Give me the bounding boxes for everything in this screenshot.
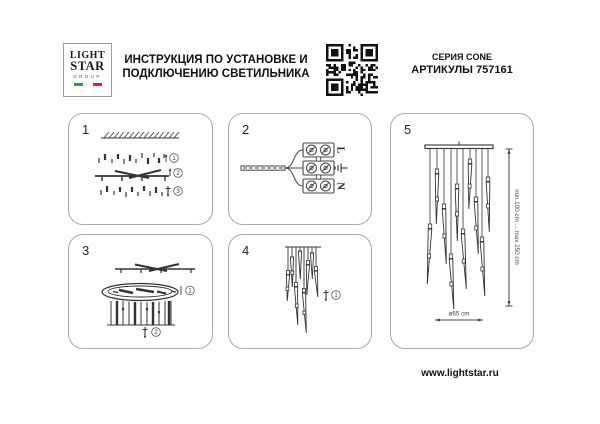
lightstar-logo: [63, 43, 112, 97]
anchors-row1-thin: [99, 153, 164, 164]
panel-number-5: 5: [404, 122, 412, 137]
block-hole-top: [316, 157, 321, 162]
page-title: [110, 54, 322, 81]
rod-tops-thick: [117, 301, 169, 325]
diameter-label: ø65 cm: [448, 310, 470, 318]
website-link: www.lightstar.ru: [421, 368, 499, 379]
flag-red-bar: [93, 83, 102, 86]
logo-text-light: LIGHT: [69, 50, 106, 61]
logo-text-group: GROUP: [73, 74, 102, 79]
step-marker-3: [174, 187, 183, 196]
block-hole-bottom: [316, 175, 321, 180]
screw-icon: [143, 327, 148, 337]
pendant-cables: [430, 149, 488, 260]
article-number: АРТИКУЛЫ 757161: [411, 64, 513, 76]
screw-tip: [144, 336, 146, 339]
page-title-line2: ПОДКЛЮЧЕНИЮ СВЕТИЛЬНИКА: [122, 67, 310, 80]
dim-arrow-left: [435, 319, 440, 322]
assembled-luminaire-drawing: [391, 114, 533, 348]
wire-live: [285, 150, 303, 168]
step-marker-1: [332, 291, 341, 300]
panel-number-1: 1: [82, 122, 90, 137]
earth-icon: [335, 164, 348, 173]
step-panel-5: [390, 113, 534, 349]
step-marker-2: [152, 328, 161, 337]
marker-digit-2: 2: [176, 171, 180, 178]
canopy-bracket-through: [119, 289, 154, 293]
pendants-fastening-drawing: [229, 235, 371, 348]
step-marker-2: [174, 169, 183, 178]
height-range-label: min 100 cm ... max 250 cm: [513, 189, 520, 265]
panel-number-2: 2: [242, 122, 250, 137]
screw-tip: [325, 299, 327, 302]
ceiling-mounting-drawing: [69, 114, 212, 224]
screw-icon: [166, 186, 171, 195]
dim-arrow-up: [508, 149, 511, 154]
arrow-head-2: [169, 168, 172, 171]
marker-digit-1: 1: [188, 288, 192, 295]
arrow-head-1: [165, 154, 168, 157]
qr-code: [326, 44, 378, 96]
wire-neutral: [285, 168, 303, 186]
logo-italian-flag: [64, 83, 111, 86]
terminal-block-neutral: [303, 179, 334, 193]
canopy-drawing: [69, 235, 212, 348]
ceiling-hatch: [104, 132, 179, 138]
dim-arrow-down: [508, 301, 511, 306]
step-marker-1: [170, 154, 179, 163]
page-title-line1: ИНСТРУКЦИЯ ПО УСТАНОВКЕ И: [124, 54, 308, 66]
step-marker-1: [186, 286, 195, 295]
step-panel-4: [228, 234, 372, 349]
step-panel-1: [68, 113, 213, 225]
logo-text-star: STAR: [70, 59, 105, 73]
screw-icon: [324, 290, 329, 300]
wiring-drawing: [229, 114, 371, 224]
flag-green-bar: [74, 83, 83, 86]
series-label: СЕРИЯ CONE: [432, 52, 492, 62]
step-panel-3: [68, 234, 213, 349]
panel-number-4: 4: [242, 243, 250, 258]
marker-digit-1: 1: [334, 293, 338, 300]
marker-digit-3: 3: [176, 189, 180, 196]
marker-digit-2: 2: [154, 330, 158, 337]
label-neutral: N: [334, 182, 346, 190]
terminal-block-earth: [303, 161, 334, 175]
panel-number-3: 3: [82, 243, 90, 258]
canopy-bar: [425, 145, 493, 149]
label-live: L: [334, 146, 346, 154]
marker-digit-1: 1: [172, 156, 176, 163]
dim-arrow-right: [478, 319, 483, 322]
step-panel-2: [228, 113, 372, 225]
rod-tops-thin: [111, 301, 171, 326]
height-dimension-line: [506, 149, 513, 306]
bracket-arms: [135, 264, 179, 271]
screw-tip: [167, 195, 169, 198]
terminal-block-live: [303, 143, 334, 157]
canopy-plate-inner: [108, 286, 172, 297]
anchors-row1-thick: [105, 154, 159, 164]
